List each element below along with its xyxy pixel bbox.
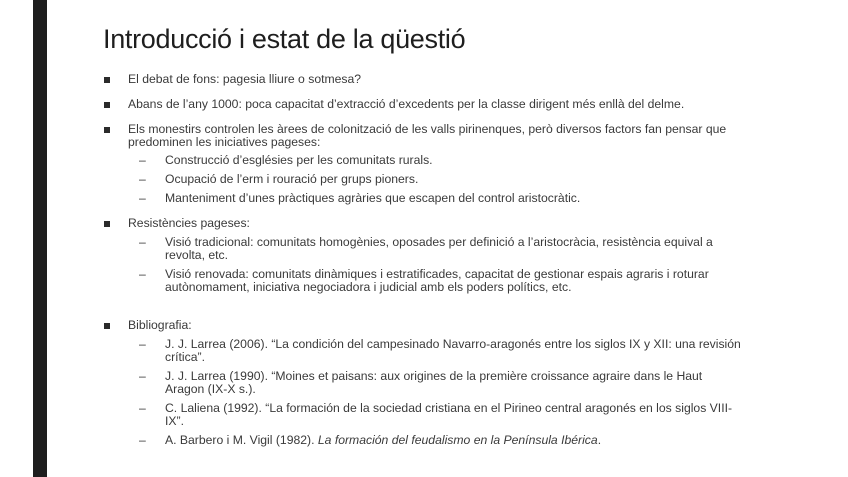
bullet-text: Els monestirs controlen les àrees de colonització de les valls pirinenques, però diversos factors fan pensar que predominen les iniciatives pageses: — [128, 122, 727, 149]
bullet-text: Resistències pageses: — [128, 216, 250, 230]
bibliography-authors: A. Barbero i M. Vigil (1982). — [165, 433, 318, 447]
sub-bullet-land-occupation — [104, 173, 744, 186]
bibliography-text: C. Laliena (1992). “La formación de la sociedad cristiana en el Pirineo central aragonés en los siglos VIII-IX”. — [165, 401, 733, 428]
bibliography-text: J. J. Larrea (1990). “Moines et paisans: aux origines de la première croissance agraire dans le Haut Aragon (IX-X s.). — [165, 369, 703, 396]
sub-bullet-traditional-view — [104, 236, 744, 262]
sub-bullet-text: Construcció d’esglésies per les comunitats rurals. — [165, 153, 433, 167]
bullet-text: Abans de l’any 1000: poca capacitat d’extracció d’excedents per la classe dirigent més enllà del delme. — [128, 97, 685, 111]
sub-bullet-text: Manteniment d’unes pràctiques agràries que escapen del control aristocràtic. — [165, 191, 581, 205]
slide-left-accent-bar — [33, 0, 47, 477]
bullet-monasteries — [104, 123, 744, 149]
bullet-text: El debat de fons: pagesia lliure o sotmesa? — [128, 72, 362, 86]
bullet-before-1000 — [104, 98, 744, 111]
bibliography-entry — [104, 434, 744, 447]
sub-bullet-agrarian-practices — [104, 192, 744, 205]
sub-bullet-text: Visió renovada: comunitats dinàmiques i estratificades, capacitat de gestionar espais agraris i roturar autònomament, iniciativa negociadora i judicial amb els poders polítics, etc. — [165, 267, 709, 294]
slide-body — [104, 73, 744, 447]
sub-bullet-renewed-view — [104, 268, 744, 294]
bullet-bibliography — [104, 319, 744, 332]
bibliography-entry — [104, 370, 744, 396]
bullet-text: Bibliografia: — [128, 318, 192, 332]
bibliography-entry — [104, 402, 744, 428]
bibliography-entry — [104, 338, 744, 364]
bibliography-text: J. J. Larrea (2006). “La condición del campesinado Navarro-aragonés entre los siglos IX y XII: una revisión crítica”. — [165, 337, 741, 364]
sub-bullet-churches — [104, 154, 744, 167]
bullet-debate — [104, 73, 744, 86]
sub-bullet-text: Visió tradicional: comunitats homogènies, oposades per definició a l’aristocràcia, resistència equival a revolta, etc. — [165, 235, 713, 262]
bibliography-book-title: La formación del feudalismo en la Península Ibérica — [317, 433, 598, 447]
slide-title: Introducció i estat de la qüestió — [103, 24, 466, 54]
bibliography-end: . — [597, 433, 602, 447]
bullet-resistances — [104, 217, 744, 230]
sub-bullet-text: Ocupació de l’erm i rouració per grups pioners. — [165, 172, 419, 186]
